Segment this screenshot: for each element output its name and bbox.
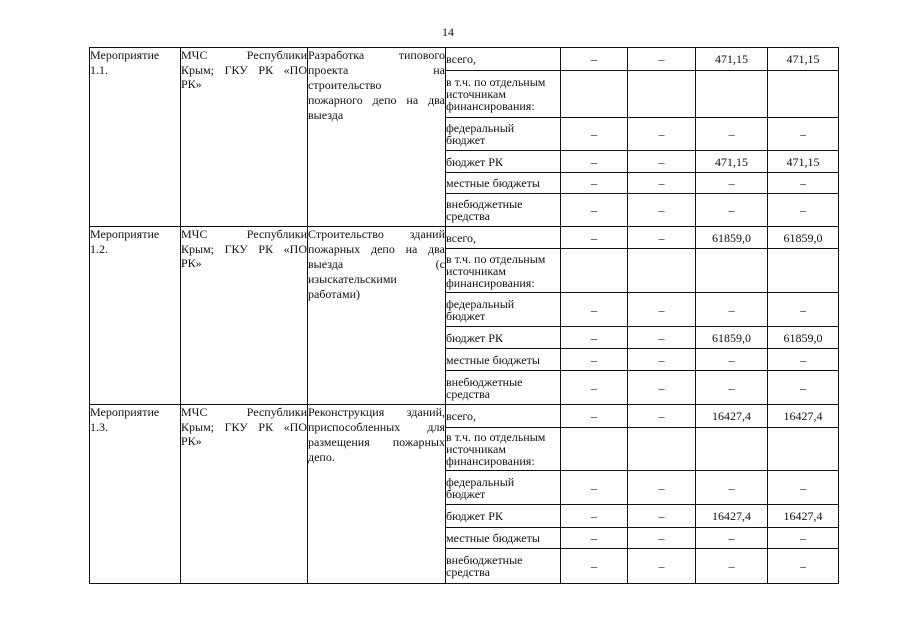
page-number: 14 [442, 25, 454, 39]
measure-description-cell: Реконструкция зданий, приспособленных для размещения пожарных депо. [308, 405, 446, 584]
measure-name-cell: Мероприятие 1.1. [90, 48, 181, 227]
value-cell: – [696, 528, 768, 549]
funding-source-cell: всего, [446, 227, 561, 249]
value-cell: – [696, 194, 768, 227]
table-row [90, 227, 839, 249]
value-cell: – [768, 349, 839, 371]
value-cell: – [561, 293, 628, 327]
funding-source-cell: в т.ч. по отдельным источникам финансирования: [446, 71, 561, 118]
value-cell [561, 249, 628, 293]
table-row [90, 48, 839, 71]
value-cell: – [628, 151, 696, 173]
value-cell: – [561, 327, 628, 349]
value-cell: – [768, 549, 839, 584]
value-cell: – [628, 293, 696, 327]
value-cell: – [768, 194, 839, 227]
value-cell [696, 71, 768, 118]
funding-source-cell: внебюджетные средства [446, 194, 561, 227]
value-cell: – [628, 505, 696, 528]
executor-cell: МЧС Республики Крым; ГКУ РК «ПО РК» [181, 227, 308, 405]
value-cell: – [628, 471, 696, 505]
value-cell: – [768, 528, 839, 549]
value-cell: – [768, 173, 839, 194]
measure-name-cell: Мероприятие 1.2. [90, 227, 181, 405]
funding-source-cell: всего, [446, 405, 561, 428]
value-cell: 16427,4 [768, 405, 839, 428]
value-cell: – [696, 471, 768, 505]
value-cell: – [628, 528, 696, 549]
value-cell: – [628, 118, 696, 151]
value-cell: 61859,0 [768, 327, 839, 349]
value-cell [561, 71, 628, 118]
value-cell: 61859,0 [696, 327, 768, 349]
value-cell: – [628, 327, 696, 349]
value-cell: – [696, 549, 768, 584]
value-cell: – [696, 371, 768, 405]
value-cell: – [561, 471, 628, 505]
value-cell: – [768, 371, 839, 405]
value-cell: – [628, 371, 696, 405]
value-cell [628, 249, 696, 293]
value-cell: – [561, 505, 628, 528]
value-cell: – [561, 405, 628, 428]
value-cell [768, 428, 839, 471]
value-cell: – [628, 349, 696, 371]
value-cell: – [768, 471, 839, 505]
value-cell: – [628, 173, 696, 194]
value-cell: – [628, 194, 696, 227]
value-cell [696, 428, 768, 471]
value-cell: – [561, 349, 628, 371]
value-cell: – [561, 227, 628, 249]
value-cell [561, 428, 628, 471]
value-cell: – [561, 118, 628, 151]
value-cell [628, 428, 696, 471]
value-cell: 61859,0 [768, 227, 839, 249]
value-cell: 471,15 [768, 48, 839, 71]
value-cell: – [628, 227, 696, 249]
value-cell: 16427,4 [696, 505, 768, 528]
funding-source-cell: в т.ч. по отдельным источникам финансирования: [446, 428, 561, 471]
value-cell: – [628, 48, 696, 71]
value-cell: 471,15 [696, 48, 768, 71]
funding-source-cell: местные бюджеты [446, 349, 561, 371]
value-cell: – [628, 549, 696, 584]
funding-source-cell: федеральный бюджет [446, 471, 561, 505]
value-cell: – [768, 118, 839, 151]
value-cell: – [696, 173, 768, 194]
value-cell: 61859,0 [696, 227, 768, 249]
funding-source-cell: бюджет РК [446, 327, 561, 349]
value-cell [696, 249, 768, 293]
value-cell: 16427,4 [768, 505, 839, 528]
value-cell: – [561, 48, 628, 71]
executor-cell: МЧС Республики Крым; ГКУ РК «ПО РК» [181, 48, 308, 227]
funding-source-cell: федеральный бюджет [446, 118, 561, 151]
funding-source-cell: внебюджетные средства [446, 371, 561, 405]
funding-source-cell: местные бюджеты [446, 173, 561, 194]
value-cell [628, 71, 696, 118]
funding-source-cell: внебюджетные средства [446, 549, 561, 584]
value-cell: 16427,4 [696, 405, 768, 428]
table-row [90, 405, 839, 428]
value-cell: – [561, 528, 628, 549]
funding-source-cell: бюджет РК [446, 151, 561, 173]
funding-source-cell: всего, [446, 48, 561, 71]
funding-source-cell: местные бюджеты [446, 528, 561, 549]
measure-name-cell: Мероприятие 1.3. [90, 405, 181, 584]
funding-source-cell: федеральный бюджет [446, 293, 561, 327]
value-cell: – [561, 371, 628, 405]
value-cell: – [561, 173, 628, 194]
value-cell: 471,15 [768, 151, 839, 173]
measure-description-cell: Строительство зданий пожарных депо на два выезда (с изыскательскими работами) [308, 227, 446, 405]
value-cell: – [561, 151, 628, 173]
value-cell: – [696, 293, 768, 327]
measure-description-cell: Разработка типового проекта на строительство пожарного депо на два выезда [308, 48, 446, 227]
value-cell: – [561, 549, 628, 584]
table-body [90, 48, 839, 584]
funding-table [89, 47, 839, 584]
value-cell: – [696, 349, 768, 371]
value-cell [768, 71, 839, 118]
funding-source-cell: в т.ч. по отдельным источникам финансирования: [446, 249, 561, 293]
value-cell: – [696, 118, 768, 151]
value-cell: – [768, 293, 839, 327]
funding-source-cell: бюджет РК [446, 505, 561, 528]
value-cell: – [561, 194, 628, 227]
executor-cell: МЧС Республики Крым; ГКУ РК «ПО РК» [181, 405, 308, 584]
value-cell: 471,15 [696, 151, 768, 173]
value-cell [768, 249, 839, 293]
value-cell: – [628, 405, 696, 428]
